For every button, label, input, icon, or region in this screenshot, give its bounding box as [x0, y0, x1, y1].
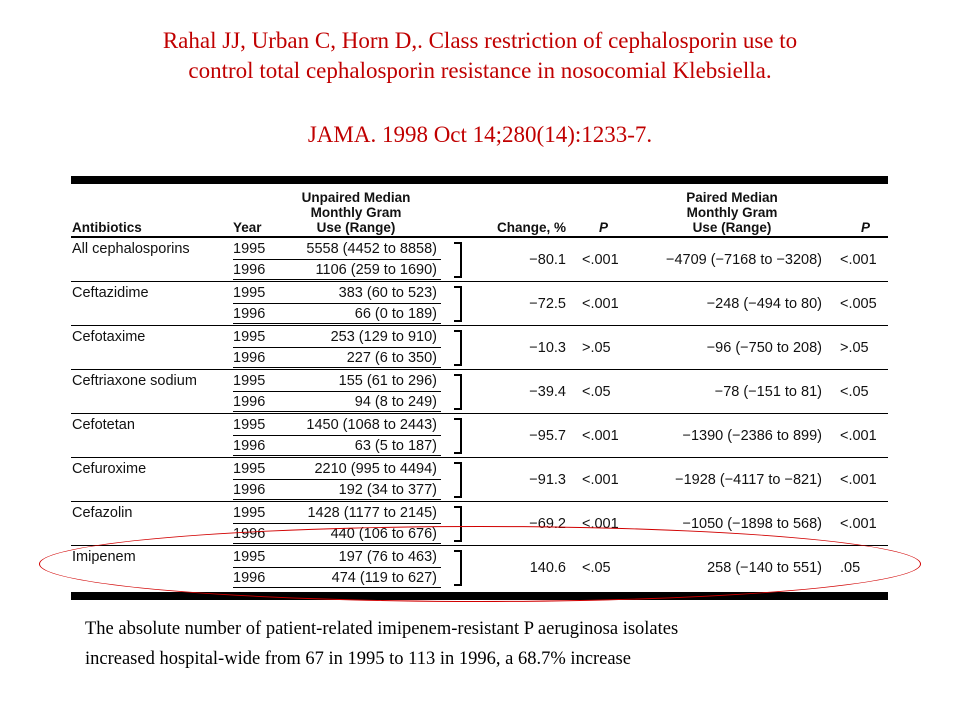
header-p-unpaired: P — [599, 220, 609, 235]
row-year-1995: 1995 — [233, 241, 266, 257]
row-unpaired-use-1996: 1106 (259 to 1690) — [315, 262, 437, 278]
row-antibiotic-name: Ceftazidime — [72, 285, 149, 301]
row-inner-rule — [233, 499, 441, 500]
row-bracket — [454, 374, 462, 410]
row-p-paired: <.001 — [840, 427, 877, 444]
row-year-1996: 1996 — [233, 570, 266, 586]
row-change-percent: −72.5 — [529, 295, 566, 312]
row-unpaired-use-1996: 474 (119 to 627) — [331, 570, 437, 586]
header-unpaired-line-2: Monthly Gram — [310, 205, 402, 220]
row-change-percent: −39.4 — [529, 383, 566, 400]
row-p-unpaired: <.001 — [582, 427, 619, 444]
row-year-1995: 1995 — [233, 461, 266, 477]
row-bracket — [454, 330, 462, 366]
row-unpaired-use-1996: 192 (34 to 377) — [338, 482, 437, 498]
table-top-bar — [71, 176, 888, 184]
row-year-1996: 1996 — [233, 482, 266, 498]
row-p-unpaired: <.05 — [582, 559, 611, 576]
header-p-paired: P — [861, 220, 871, 235]
row-inner-rule — [233, 523, 441, 524]
row-p-unpaired: <.001 — [582, 515, 619, 532]
header-rule — [71, 236, 888, 238]
row-paired-use: −248 (−494 to 80) — [706, 295, 822, 312]
row-group-rule — [71, 325, 888, 326]
header-paired-line-1: Paired Median — [686, 190, 778, 205]
row-p-paired: <.05 — [840, 383, 869, 400]
row-unpaired-use-1996: 63 (5 to 187) — [354, 438, 437, 454]
citation-title-line-2: control total cephalosporin resistance in nosocomial Klebsiella. — [188, 58, 772, 83]
row-unpaired-use-1996: 227 (6 to 350) — [346, 350, 437, 366]
header-change: Change, % — [496, 220, 566, 235]
row-unpaired-use-1995: 197 (76 to 463) — [338, 549, 437, 565]
row-year-1995: 1995 — [233, 549, 266, 565]
row-antibiotic-name: Ceftriaxone sodium — [72, 373, 197, 389]
row-antibiotic-name: Cefazolin — [72, 505, 133, 521]
row-inner-rule — [233, 479, 441, 480]
row-unpaired-use-1995: 2210 (995 to 4494) — [314, 461, 437, 477]
row-paired-use: 258 (−140 to 551) — [707, 559, 822, 576]
row-bracket — [454, 462, 462, 498]
row-year-1996: 1996 — [233, 394, 266, 410]
row-group-rule — [71, 369, 888, 370]
citation-journal-line: JAMA. 1998 Oct 14;280(14):1233-7. — [307, 122, 653, 147]
row-p-paired: <.001 — [840, 471, 877, 488]
header-antibiotics: Antibiotics — [72, 220, 142, 235]
row-change-percent: −91.3 — [529, 471, 566, 488]
row-unpaired-use-1996: 94 (8 to 249) — [354, 394, 437, 410]
citation-title-line-1: Rahal JJ, Urban C, Horn D,. Class restriction of cephalosporin use to — [162, 28, 798, 53]
row-inner-rule — [233, 435, 441, 436]
row-p-unpaired: <.001 — [582, 251, 619, 268]
header-paired — [657, 190, 807, 235]
row-paired-use: −1050 (−1898 to 568) — [682, 515, 822, 532]
row-year-1996: 1996 — [233, 438, 266, 454]
row-p-paired: <.001 — [840, 251, 877, 268]
row-year-1995: 1995 — [233, 505, 266, 521]
row-year-1996: 1996 — [233, 262, 266, 278]
row-inner-rule — [233, 303, 441, 304]
row-change-percent: −80.1 — [529, 251, 566, 268]
row-group-rule — [71, 281, 888, 282]
row-group-rule — [71, 501, 888, 502]
header-paired-line-2: Monthly Gram — [686, 205, 778, 220]
row-unpaired-use-1995: 383 (60 to 523) — [338, 285, 437, 301]
row-year-1995: 1995 — [233, 373, 266, 389]
row-p-unpaired: >.05 — [582, 339, 611, 356]
row-change-percent: −69.2 — [529, 515, 566, 532]
row-paired-use: −4709 (−7168 to −3208) — [665, 251, 822, 268]
row-bracket — [454, 242, 462, 278]
row-change-percent: −95.7 — [529, 427, 566, 444]
row-inner-rule — [233, 367, 441, 368]
row-antibiotic-name: Cefotetan — [72, 417, 135, 433]
row-paired-use: −1390 (−2386 to 899) — [682, 427, 822, 444]
imipenem-highlight-ellipse — [39, 526, 921, 602]
row-inner-rule — [233, 259, 441, 260]
row-p-unpaired: <.001 — [582, 471, 619, 488]
header-unpaired-line-1: Unpaired Median — [301, 190, 411, 205]
header-year: Year — [233, 220, 262, 235]
row-antibiotic-name: Cefotaxime — [72, 329, 146, 345]
footnote-line-2: increased hospital-wide from 67 in 1995 to 113 in 1996, a 68.7% increase — [85, 649, 631, 669]
row-year-1996: 1996 — [233, 350, 266, 366]
row-bracket — [454, 286, 462, 322]
header-paired-line-3: Use (Range) — [692, 220, 772, 235]
row-bracket — [454, 418, 462, 454]
row-unpaired-use-1995: 253 (129 to 910) — [330, 329, 437, 345]
row-inner-rule — [233, 279, 441, 280]
row-group-rule — [71, 413, 888, 414]
header-unpaired — [281, 190, 431, 235]
row-unpaired-use-1995: 1450 (1068 to 2443) — [306, 417, 437, 433]
row-year-1995: 1995 — [233, 285, 266, 301]
row-paired-use: −96 (−750 to 208) — [706, 339, 822, 356]
row-p-paired: .05 — [840, 559, 861, 576]
row-antibiotic-name: All cephalosporins — [72, 241, 190, 257]
row-unpaired-use-1996: 66 (0 to 189) — [354, 306, 437, 322]
row-year-1995: 1995 — [233, 329, 266, 345]
row-change-percent: 140.6 — [529, 559, 566, 576]
row-p-paired: <.005 — [840, 295, 877, 312]
row-paired-use: −1928 (−4117 to −821) — [675, 471, 822, 488]
row-unpaired-use-1995: 1428 (1177 to 2145) — [307, 505, 437, 521]
row-year-1995: 1995 — [233, 417, 266, 433]
row-inner-rule — [233, 391, 441, 392]
row-p-unpaired: <.05 — [582, 383, 611, 400]
header-unpaired-line-3: Use (Range) — [316, 220, 396, 235]
row-paired-use: −78 (−151 to 81) — [714, 383, 822, 400]
row-p-unpaired: <.001 — [582, 295, 619, 312]
row-unpaired-use-1996: 440 (106 to 676) — [330, 526, 437, 542]
row-year-1996: 1996 — [233, 306, 266, 322]
row-unpaired-use-1995: 155 (61 to 296) — [338, 373, 437, 389]
row-year-1996: 1996 — [233, 526, 266, 542]
row-inner-rule — [233, 455, 441, 456]
row-change-percent: −10.3 — [529, 339, 566, 356]
row-inner-rule — [233, 323, 441, 324]
row-p-paired: <.001 — [840, 515, 877, 532]
row-antibiotic-name: Cefuroxime — [72, 461, 147, 477]
row-antibiotic-name: Imipenem — [72, 549, 136, 565]
footnote-line-1: The absolute number of patient-related imipenem-resistant P aeruginosa isolates — [85, 619, 679, 639]
row-inner-rule — [233, 347, 441, 348]
row-inner-rule — [233, 411, 441, 412]
row-group-rule — [71, 457, 888, 458]
row-p-paired: >.05 — [840, 339, 869, 356]
row-unpaired-use-1995: 5558 (4452 to 8858) — [306, 241, 437, 257]
